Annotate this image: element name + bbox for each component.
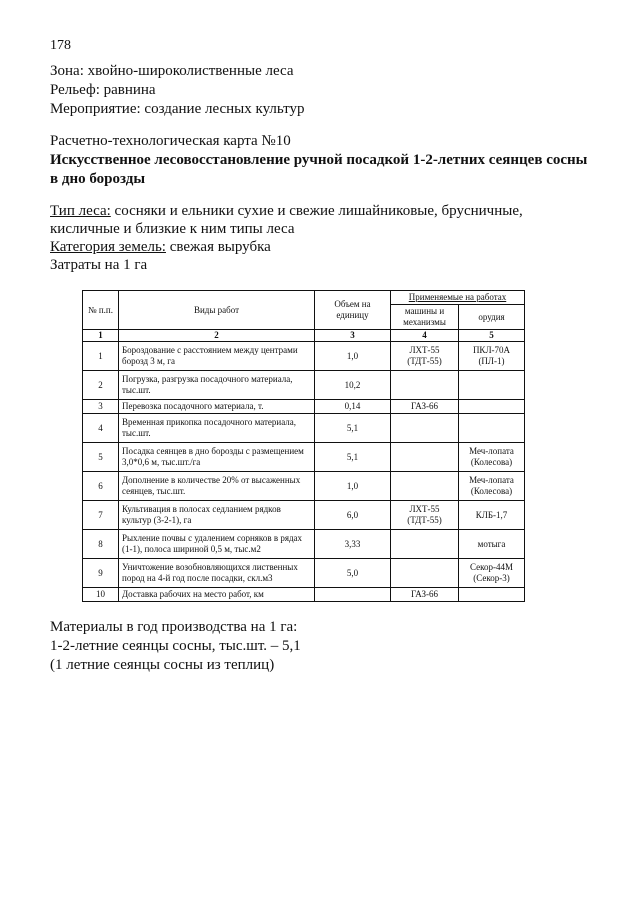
tools-cell: мотыга: [459, 530, 525, 559]
table-row: [83, 443, 525, 472]
land-category-value: свежая вырубка: [165, 239, 271, 255]
machines-cell: [391, 371, 459, 400]
volume-cell: 3,33: [315, 530, 391, 559]
tools-cell: [459, 371, 525, 400]
header-machines: машины и механизмы: [391, 305, 459, 330]
tools-cell: Секор-44М (Секор-3): [459, 559, 525, 588]
work-type: Временная прикопка посадочного материала, тыс.шт.: [119, 414, 315, 443]
forest-block: [50, 202, 595, 274]
volume-cell: 0,14: [315, 400, 391, 414]
volume-cell: 1,0: [315, 342, 391, 371]
machines-cell: ЛХТ-55 (ТДТ-55): [391, 501, 459, 530]
tools-cell: Меч-лопата (Колесова): [459, 472, 525, 501]
tools-cell: [459, 400, 525, 414]
zone-line: Зона: хвойно-широколиственные леса: [50, 63, 294, 79]
table-row: [83, 530, 525, 559]
col-number: 2: [119, 330, 315, 342]
row-number: 2: [83, 371, 119, 400]
work-type: Рыхление почвы с удалением сорняков в рядах (1-1), полоса шириной 0,5 м, тыс.м2: [119, 530, 315, 559]
table-row: [83, 559, 525, 588]
tools-cell: [459, 588, 525, 602]
materials-seedlings: 1-2-летние сеянцы сосны, тыс.шт. – 5,1: [50, 638, 301, 654]
table-row: [83, 588, 525, 602]
card-block: [50, 132, 590, 189]
header-block: [50, 62, 305, 119]
machines-cell: [391, 414, 459, 443]
col-number: 4: [391, 330, 459, 342]
header-tools: орудия: [459, 305, 525, 330]
machines-cell: [391, 443, 459, 472]
land-category-label: Категория земель:: [50, 239, 166, 255]
row-number: 7: [83, 501, 119, 530]
operations-table: [82, 290, 525, 602]
row-number: 4: [83, 414, 119, 443]
work-type: Бороздование с расстоянием между центрами борозд 3 м, га: [119, 342, 315, 371]
work-type: Погрузка, разгрузка посадочного материала, тыс.шт.: [119, 371, 315, 400]
machines-cell: [391, 530, 459, 559]
row-number: 10: [83, 588, 119, 602]
materials-note: (1 летние сеянцы сосны из теплиц): [50, 657, 275, 673]
volume-cell: 5,1: [315, 443, 391, 472]
materials-heading: Материалы в год производства на 1 га:: [50, 619, 298, 635]
card-number: Расчетно-технологическая карта №10: [50, 133, 291, 149]
header-num: № п.п.: [83, 291, 119, 330]
work-type: Посадка сеянцев в дно борозды с размещением 3,0*0,6 м, тыс.шт./га: [119, 443, 315, 472]
machines-cell: [391, 472, 459, 501]
row-number: 5: [83, 443, 119, 472]
machines-cell: ЛХТ-55 (ТДТ-55): [391, 342, 459, 371]
table-row: [83, 400, 525, 414]
land-category: [50, 238, 595, 256]
row-number: 6: [83, 472, 119, 501]
work-type: Культивация в полосах седланием рядков культур (3-2-1), га: [119, 501, 315, 530]
card-title: Искусственное лесовосстановление ручной посадкой 1-2-летних сеянцев сосны в дно борозды: [50, 152, 588, 187]
header-applied: Применяемые на работах: [391, 291, 525, 305]
header-work: Виды работ: [119, 291, 315, 330]
forest-type: [50, 202, 595, 238]
activity-line: Мероприятие: создание лесных культур: [50, 101, 305, 117]
machines-cell: ГАЗ-66: [391, 588, 459, 602]
row-number: 9: [83, 559, 119, 588]
volume-cell: [315, 588, 391, 602]
col-number: 3: [315, 330, 391, 342]
page-number: 178: [50, 38, 71, 53]
table-row: [83, 371, 525, 400]
work-type: Перевозка посадочного материала, т.: [119, 400, 315, 414]
volume-cell: 6,0: [315, 501, 391, 530]
row-number: 3: [83, 400, 119, 414]
row-number: 1: [83, 342, 119, 371]
col-number: 5: [459, 330, 525, 342]
forest-type-label: Тип леса:: [50, 203, 111, 219]
tools-cell: [459, 414, 525, 443]
tools-cell: КЛБ-1,7: [459, 501, 525, 530]
machines-cell: ГАЗ-66: [391, 400, 459, 414]
work-type: Доставка рабочих на место работ, км: [119, 588, 315, 602]
volume-cell: 10,2: [315, 371, 391, 400]
table-row: [83, 342, 525, 371]
work-type: Дополнение в количестве 20% от высаженных сеянцев, тыс.шт.: [119, 472, 315, 501]
volume-cell: 5,0: [315, 559, 391, 588]
volume-cell: 1,0: [315, 472, 391, 501]
materials-block: [50, 618, 301, 675]
header-volume: Объем на единицу: [315, 291, 391, 330]
table-row: [83, 501, 525, 530]
header-row: [83, 291, 525, 305]
forest-type-value: сосняки и ельники сухие и свежие лишайниковые, брусничные, кисличные и близкие к ним типы леса: [50, 203, 523, 237]
column-number-row: [83, 330, 525, 342]
volume-cell: 5,1: [315, 414, 391, 443]
relief-line: Рельеф: равнина: [50, 82, 156, 98]
machines-cell: [391, 559, 459, 588]
costs-line: Затраты на 1 га: [50, 257, 148, 273]
tools-cell: ПКЛ-70А (ПЛ-1): [459, 342, 525, 371]
table-row: [83, 414, 525, 443]
col-number: 1: [83, 330, 119, 342]
work-type: Уничтожение возобновляющихся лиственных пород на 4-й год после посадки, скл.м3: [119, 559, 315, 588]
row-number: 8: [83, 530, 119, 559]
tools-cell: Меч-лопата (Колесова): [459, 443, 525, 472]
table-row: [83, 472, 525, 501]
